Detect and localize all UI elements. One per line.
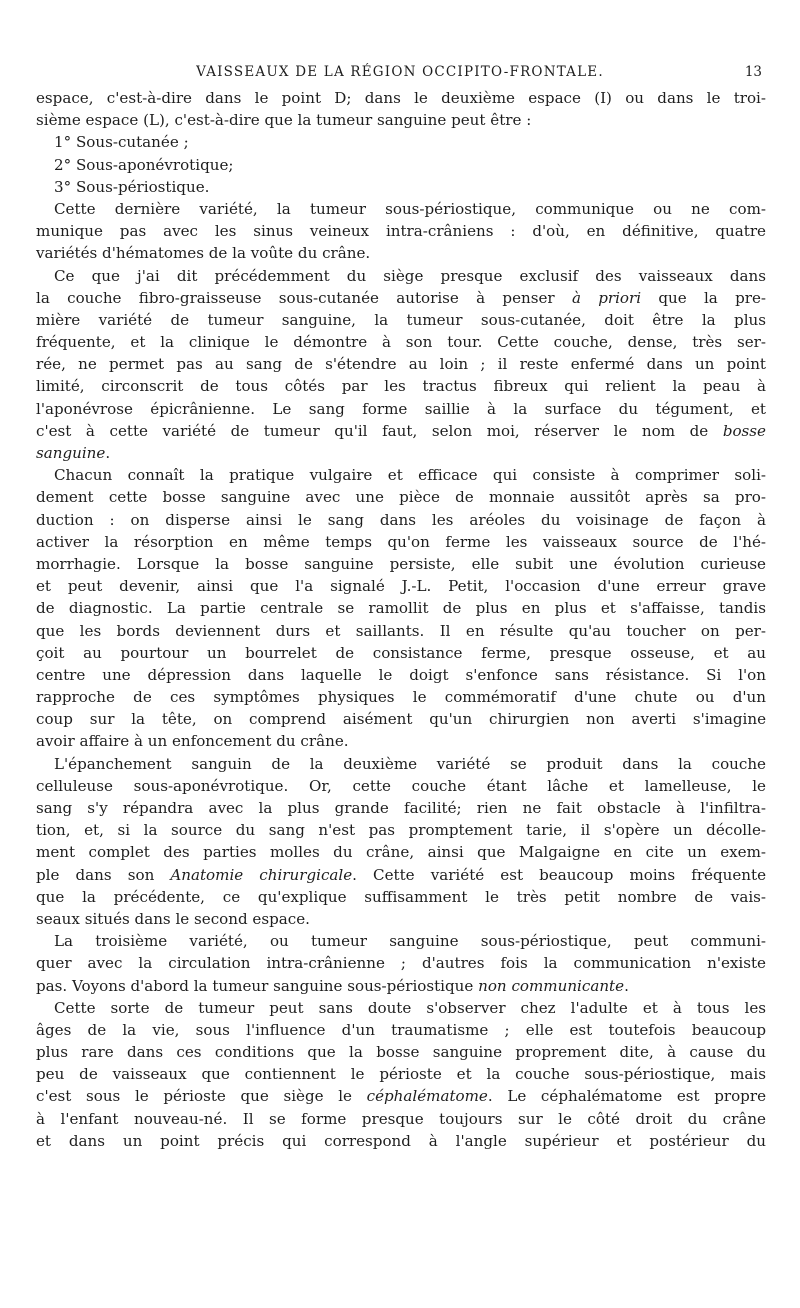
line-text: pas. Voyons d'abord la tumeur sanguine sous-périostique xyxy=(36,976,479,995)
text-line xyxy=(36,154,766,176)
line-text: peu de vaisseaux que contiennent le périoste et la couche sous-périostique, mais xyxy=(36,1065,766,1084)
line-text: Ce que j'ai dit précédemment du siège presque exclusif des vaisseaux dans xyxy=(54,266,766,285)
line-text: espace, c'est-à-dire dans le point D; dans le deuxième espace (I) ou dans le troi- xyxy=(36,89,766,107)
text-line xyxy=(36,886,766,908)
text-line xyxy=(36,287,766,309)
italic-text: bosse xyxy=(722,421,766,440)
line-text: et dans un point précis qui correspond à l'angle supérieur et postérieur du xyxy=(36,1131,766,1150)
line-text: à l'enfant nouveau-né. Il se forme presque toujours sur le côté droit du crâne xyxy=(36,1109,766,1128)
line-text: La troisième variété, ou tumeur sanguine sous-périostique, peut communi- xyxy=(54,932,766,951)
line-text: L'épanchement sanguin de la deuxième variété se produit dans la couche xyxy=(54,754,766,773)
text-line xyxy=(36,997,766,1019)
text-line xyxy=(36,1063,766,1085)
page-number: 13 xyxy=(744,64,762,80)
line-text: fréquente, et la clinique le démontre à son tour. Cette couche, dense, très ser- xyxy=(36,333,766,352)
text-line xyxy=(36,265,766,287)
line-text: rapproche de ces symptômes physiques le commémoratif d'une chute ou d'un xyxy=(36,688,766,707)
text-line xyxy=(36,642,766,664)
italic-text: sanguine xyxy=(36,444,106,462)
page-header xyxy=(0,64,800,88)
running-title: VAISSEAUX DE LA RÉGION OCCIPITO-FRONTALE. xyxy=(196,64,604,80)
line-text: munique pas avec les sinus veineux intra-crâniens : d'où, en définitive, quatre xyxy=(36,222,766,241)
text-line xyxy=(36,242,766,264)
line-text: Chacun connaît la pratique vulgaire et efficace qui consiste à comprimer soli- xyxy=(54,466,766,485)
line-text: variétés d'hématomes de la voûte du crâne. xyxy=(36,244,371,263)
text-line xyxy=(36,975,766,997)
line-text: çoit au pourtour un bourrelet de consistance ferme, presque osseuse, et au xyxy=(36,643,766,662)
line-text: dement cette bosse sanguine avec une pièce de monnaie aussitôt après sa pro- xyxy=(36,488,766,507)
italic-text: à priori xyxy=(571,288,642,307)
line-text: seaux situés dans le second espace. xyxy=(36,909,310,928)
line-text: tion, et, si la source du sang n'est pas promptement tarie, il s'opère un décolle- xyxy=(36,821,766,840)
line-text: de diagnostic. La partie centrale se ramollit de plus en plus et s'affaisse, tandis xyxy=(36,599,766,618)
body-text xyxy=(36,87,766,1152)
text-line xyxy=(36,797,766,819)
text-line xyxy=(36,420,766,442)
text-line xyxy=(36,620,766,642)
text-line xyxy=(36,464,766,486)
line-text: ment complet des parties molles du crâne, ainsi que Malgaigne en cite un exem- xyxy=(36,843,766,862)
text-line xyxy=(36,864,766,886)
line-text: 2° Sous-aponévrotique; xyxy=(54,155,234,174)
line-text-after: que la pre- xyxy=(641,288,767,307)
line-text: et peut devenir, ainsi que l'a signalé J.-L. Petit, l'occasion d'une erreur grave xyxy=(36,577,766,596)
text-line xyxy=(36,1041,766,1063)
text-line xyxy=(36,930,766,952)
line-text: duction : on disperse ainsi le sang dans les aréoles du voisinage de façon à xyxy=(36,510,766,529)
text-line xyxy=(36,553,766,575)
line-text: ple dans son xyxy=(36,865,171,884)
text-line xyxy=(36,1130,766,1152)
text-line xyxy=(36,131,766,153)
line-text: que les bords deviennent durs et saillants. Il en résulte qu'au toucher on per- xyxy=(36,621,766,640)
line-text: coup sur la tête, on comprend aisément qu'un chirurgien non averti s'imagine xyxy=(36,710,766,729)
line-text: sième espace (L), c'est-à-dire que la tumeur sanguine peut être : xyxy=(36,111,532,130)
line-text-after: . xyxy=(105,444,111,462)
line-text-after: . xyxy=(624,976,629,995)
line-text: activer la résorption en même temps qu'on ferme les vaisseaux source de l'hé- xyxy=(36,532,766,551)
text-line xyxy=(36,575,766,597)
italic-text: céphalématome xyxy=(366,1087,488,1106)
line-text: plus rare dans ces conditions que la bosse sanguine proprement dite, à cause du xyxy=(36,1043,766,1062)
line-text-after: . Le céphalématome est propre xyxy=(487,1087,766,1106)
text-line xyxy=(36,398,766,420)
text-line xyxy=(36,730,766,752)
line-text: c'est sous le périoste que siège le xyxy=(36,1087,367,1106)
text-line xyxy=(36,908,766,930)
line-text: Cette dernière variété, la tumeur sous-périostique, communique ou ne com- xyxy=(54,199,766,218)
text-line xyxy=(36,442,766,464)
text-line xyxy=(36,819,766,841)
italic-text: non communicante xyxy=(478,976,625,995)
text-line xyxy=(36,664,766,686)
line-text: sang s'y répandra avec la plus grande facilité; rien ne fait obstacle à l'infiltra- xyxy=(36,799,766,817)
text-line xyxy=(36,220,766,242)
text-line xyxy=(36,775,766,797)
line-text: centre une dépression dans laquelle le doigt s'enfonce sans résistance. Si l'on xyxy=(36,665,766,684)
line-text: morrhagie. Lorsque la bosse sanguine persiste, elle subit une évolution curieuse xyxy=(36,554,766,573)
text-line xyxy=(36,509,766,531)
line-text: limité, circonscrit de tous côtés par les tractus fibreux qui relient la peau à xyxy=(36,377,766,396)
text-line xyxy=(36,375,766,397)
text-line xyxy=(36,597,766,619)
line-text: 1° Sous-cutanée ; xyxy=(54,133,189,152)
line-text: mière variété de tumeur sanguine, la tumeur sous-cutanée, doit être la plus xyxy=(36,310,766,329)
text-line xyxy=(36,753,766,775)
line-text: avoir affaire à un enfoncement du crâne. xyxy=(36,732,349,751)
line-text: c'est à cette variété de tumeur qu'il faut, selon moi, réserver le nom de xyxy=(36,421,723,440)
text-line xyxy=(36,87,766,109)
text-line xyxy=(36,531,766,553)
text-line xyxy=(36,1085,766,1107)
line-text: celluleuse sous-aponévrotique. Or, cette couche étant lâche et lamelleuse, le xyxy=(36,776,766,795)
line-text: l'aponévrose épicrânienne. Le sang forme saillie à la surface du tégument, et xyxy=(36,399,766,418)
line-text: la couche fibro-graisseuse sous-cutanée autorise à penser xyxy=(36,288,572,307)
text-line xyxy=(36,109,766,131)
text-line xyxy=(36,176,766,198)
line-text: que la précédente, ce qu'explique suffisamment le très petit nombre de vais- xyxy=(36,887,766,906)
text-line xyxy=(36,1019,766,1041)
line-text: Cette sorte de tumeur peut sans doute s'observer chez l'adulte et à tous les xyxy=(54,998,766,1017)
text-line xyxy=(36,708,766,730)
line-text: quer avec la circulation intra-crânienne ; d'autres fois la communication n'existe xyxy=(36,954,766,973)
text-line xyxy=(36,841,766,863)
text-line xyxy=(36,1108,766,1130)
line-text-after: . Cette variété est beaucoup moins fréquente xyxy=(352,865,766,884)
line-text: âges de la vie, sous l'influence d'un traumatisme ; elle est toutefois beaucoup xyxy=(36,1020,766,1039)
text-line xyxy=(36,331,766,353)
text-line xyxy=(36,952,766,974)
line-text: 3° Sous-périostique. xyxy=(54,177,210,196)
text-line xyxy=(36,309,766,331)
text-line xyxy=(36,198,766,220)
text-line xyxy=(36,686,766,708)
italic-text: Anatomie chirurgicale xyxy=(170,865,353,884)
text-line xyxy=(36,486,766,508)
text-line xyxy=(36,353,766,375)
line-text: rée, ne permet pas au sang de s'étendre au loin ; il reste enfermé dans un point xyxy=(36,355,766,374)
